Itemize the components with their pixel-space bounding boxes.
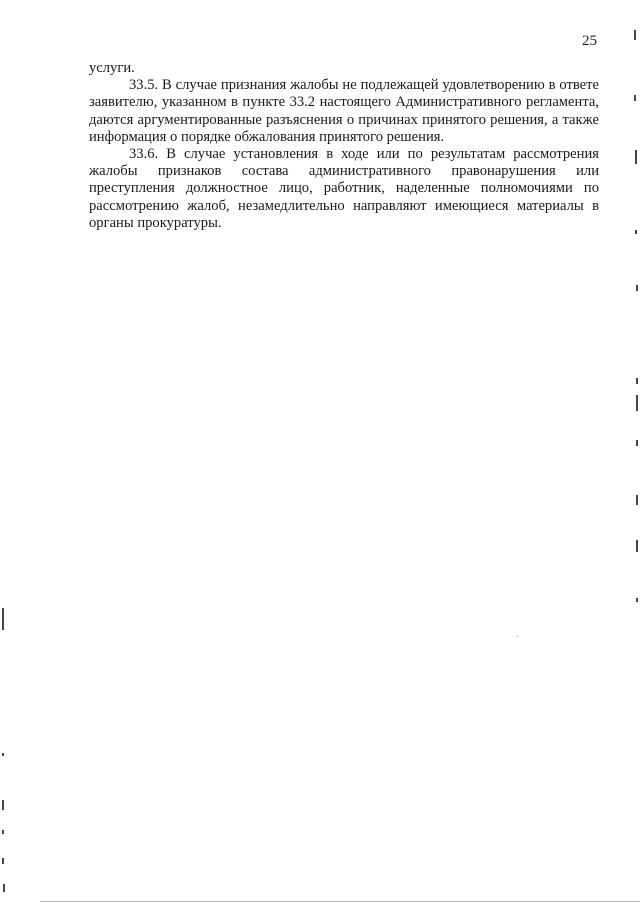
scan-artifact: [636, 285, 638, 291]
paragraph-33-5: 33.5. В случае признания жалобы не подлежащей удовлетворению в ответе заявителю, указанном в пункте 33.2 настоящего Административного регламента, даются аргументированные разъяснения о причинах принятого решения, а также информация о порядке обжалования принятого решения.: [89, 77, 599, 145]
scan-artifact: [634, 95, 636, 101]
scan-artifact: [636, 495, 638, 505]
scan-artifact: [2, 753, 4, 756]
scan-artifact: [2, 608, 4, 630]
scan-artifact: [635, 150, 637, 164]
scan-speck: [517, 636, 518, 637]
scan-bottom-edge: [40, 901, 640, 902]
scan-artifact: [636, 598, 638, 602]
scan-artifact: [636, 395, 638, 411]
scan-artifact: [2, 830, 4, 834]
scan-artifact: [2, 800, 4, 810]
scan-artifact: [636, 378, 638, 384]
scan-artifact: [2, 858, 4, 864]
paragraph-continuation: услуги.: [89, 60, 135, 76]
document-body: [89, 60, 599, 232]
scan-artifact: [636, 540, 638, 552]
scan-artifact: [634, 30, 636, 40]
scan-artifact: [636, 440, 638, 446]
page-number: 25: [582, 33, 597, 49]
scan-artifact: [3, 884, 5, 892]
paragraph-33-6: 33.6. В случае установления в ходе или по результатам рассмотрения жалобы признаков состава административного правонарушения или преступления должностное лицо, работник, наделенные полномочиями по рассмотрению жалоб, незамедлительно направляют имеющиеся материалы в органы прокуратуры.: [89, 146, 599, 231]
scan-artifact: [635, 230, 637, 234]
